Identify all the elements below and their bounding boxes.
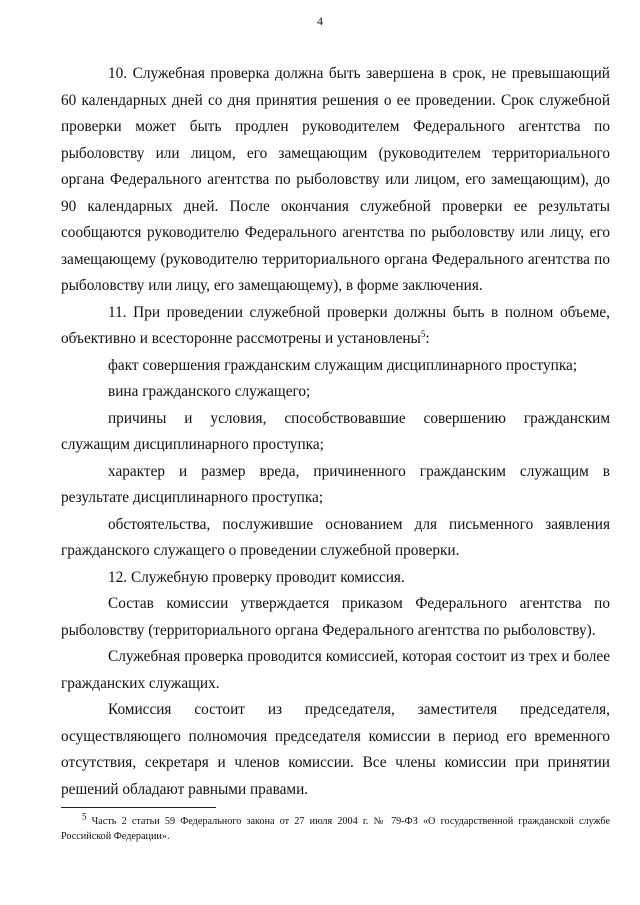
footnote-text: Часть 2 статьи 59 Федерального закона от 27 июля 2004 г. № 79-ФЗ «О государственной гражданской службе Российской Федерации». xyxy=(61,816,611,842)
paragraph-12: 12. Служебную проверку проводит комиссия. xyxy=(108,568,405,586)
paragraph-commission-size: Служебная проверка проводится комиссией, которая состоит из трех и более гражданских служащих. xyxy=(61,648,610,692)
footnote-divider xyxy=(61,807,216,808)
footnote xyxy=(61,811,611,844)
paragraph-11-colon: : xyxy=(425,330,430,347)
paragraph-commission-members: Комиссия состоит из председателя, заместителя председателя, осуществляющего полномочия председателя комиссии в период его временного отсутствия, секретаря и членов комиссии. Все члены комиссии при принятии решений обладают равными правами. xyxy=(61,701,610,798)
list-item-circumstances: обстоятельства, послужившие основанием для письменного заявления гражданского служащего о проведении служебной проверки. xyxy=(61,515,610,559)
footnote-marker: 5 xyxy=(82,811,87,822)
paragraph-11-text: 11. При проведении служебной проверки должны быть в полном объеме, объективно и всесторонне рассмотрены и установлены xyxy=(61,303,610,347)
list-item-causes: причины и условия, способствовавшие совершению гражданским служащим дисциплинарного проступка; xyxy=(61,409,610,453)
paragraph-10: 10. Служебная проверка должна быть завершена в срок, не превышающий 60 календарных дней со дня принятия решения о ее проведении. Срок служебной проверки может быть продлен руководителем Федерального агентства по рыболовству или лицом, его замещающим (руководителем территориального органа Федерального агентства по рыболовству или лицом, его замещающим), до 90 календарных дней. После окончания служебной проверки ее результаты сообщаются руководителю Федерального агентства по рыболовству или лицу, его замещающему (руководителю территориального органа Федерального агентства по рыболовству или лицу, его замещающему), в форме заключения. xyxy=(61,65,610,294)
footnote-reference: 5 xyxy=(420,328,426,339)
list-item-guilt: вина гражданского служащего; xyxy=(108,383,311,400)
document-body xyxy=(61,61,610,803)
paragraph-11 xyxy=(61,300,610,353)
list-item-fact: факт совершения гражданским служащим дисциплинарного проступка; xyxy=(108,356,578,374)
list-item-harm: характер и размер вреда, причиненного гражданским служащим в результате дисциплинарного проступка; xyxy=(61,462,610,506)
paragraph-commission-composition: Состав комиссии утверждается приказом Федерального агентства по рыболовству (территориального органа Федерального агентства по рыболовству). xyxy=(61,595,610,639)
page-number: 4 xyxy=(317,14,323,28)
